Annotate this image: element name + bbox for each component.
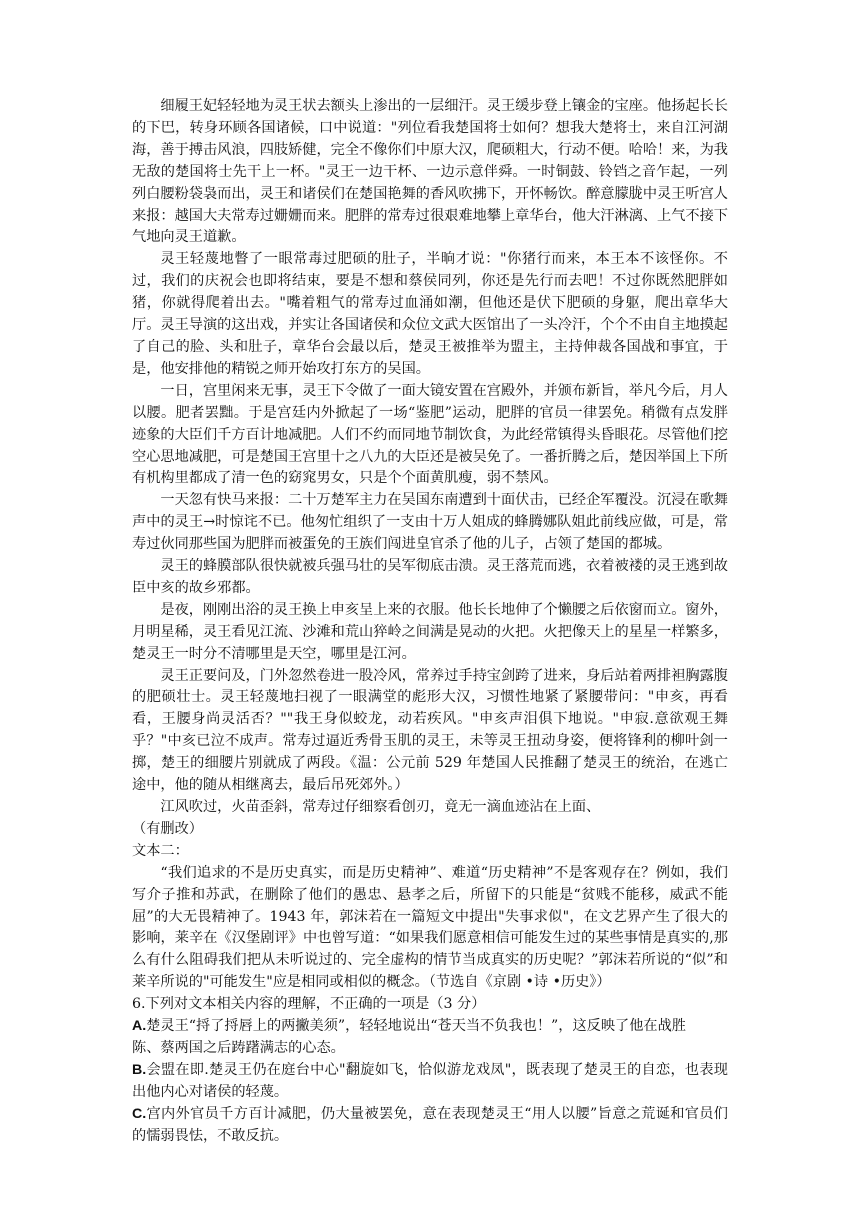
text1-paragraph-6: 是夜，刚刚出浴的灵王换上申亥呈上来的衣服。他长长地伸了个懒腰之后依窗而立。窗外，月明星稀，灵王看见江流、沙滩和荒山猝岭之间满是晃动的火把。火把像天上的星星一样繁多，楚灵王一时分不清哪里是天空，哪里是江河。	[132, 601, 728, 662]
text1-paragraph-5: 灵王的蜂膜部队很快就被兵强马壮的吴军彻底击溃。灵王落荒而逃，衣着被褛的灵王逃到故臣中亥的故乡邪都。	[132, 558, 728, 596]
option-a-text-1: 楚灵王“捋了捋唇上的两撇美须”，轻轻地说出“苍天当不负我也！”，这反映了他在战胜	[146, 1018, 686, 1035]
question-stem: 6.下列对文本相关内容的理解，不正确的一项是（3 分）	[132, 996, 486, 1013]
option-a-label: A.	[132, 1018, 147, 1035]
text2-paragraph: “我们追求的不是历史真实，而是历史精神”、难道“历史精神”不是客观存在？例如，我们写介子推和苏武，在删除了他们的愚忠、悬孝之后，所留下的只能是“贫贱不能移，威武不能屈”的大无畏精神了。1943 年，郭沫若在一篇短文中提出"失事求似"，在文艺界产生了很大的影响，莱辛在《汉堡剧评》中也曾写道：“如果我们愿意相信可能发生过的某些事情是真实的,那么有什么阻碍我们把从未听说过的、完全虚构的情节当成真实的历史呢？”郭沫若所说的“似”和莱辛所说的"可能发生"应是相同或相似的概念。（节选自《京剧 •诗 •历史》）	[132, 864, 728, 991]
text1-paragraph-2: 灵王轻蔑地瞥了一眼常毒过肥硕的肚子，半晌才说："你猪行而来，本王本不该怪你。不过，我们的庆祝会也即将结束，要是不想和蔡侯同列，你还是先行而去吧！不过你既然肥胖如猪，你就得爬着出去。"嘴着粗气的常寿过血涌如潮，但他还是伏下肥硕的身躯，爬出章华大厅。灵王导演的这出戏，并实让各国诸侯和众位文武大医馆出了一头冷汗，个个不由自主地摸起了自己的脸、头和肚子，章华台会最以后，楚灵王被推举为盟主，主持伸裁各国战和事宜，于是，他安排他的精锐之师开始攻打东方的吴国。	[132, 251, 728, 377]
text1-body	[132, 96, 728, 841]
text2-body	[132, 841, 728, 994]
document-page	[132, 96, 728, 1148]
option-b	[132, 1060, 728, 1104]
option-a-continuation: 陈、蔡两国之后踌躇满志的心态。	[132, 1039, 345, 1056]
text1-paragraph-3: 一日，宫里闲来无事，灵王下令做了一面大镜安置在宫殿外，并颁布新旨，举凡今后，月人以腰。肥者罢黜。于是宫廷内外掀起了一场“鉴肥”运动，肥胖的官员一律罢免。稍微有点发胖迹象的大臣们千方百计地减肥。人们不约而同地节制饮食，为此经常镇得头昏眼花。尽管他们挖空心思地减肥，可是楚国王宫里十之八九的大臣还是被吴免了。一番折腾之后，楚因举国上下所有机构里都成了清一色的窈窕男女，只是个个面黄肌瘦，弱不禁风。	[132, 382, 728, 487]
text1-paragraph-8: 江风吹过，火苗歪斜，常寿过仔细察看创刃，竟无一滴血迹沾在上面、	[160, 799, 601, 815]
text1-paragraph-4: 一天忽有快马来报：二十万楚军主力在吴国东南遭到十面伏击，已经企军覆没。沉浸在歌舞声中的灵王→时惊诧不已。他匆忙组织了一支由十万人姐成的蜂腾娜队姐此前线应做，可是，常寿过伙同那些国为肥胖而被蛋免的王族们闯进皇官杀了他的儿子，占领了楚国的都城。	[132, 492, 728, 553]
text1-paragraph-1: 细履王妃轻轻地为灵王状去额头上渗出的一层细汗。灵王缓步登上镶金的宝座。他扬起长长的下巴，转身环顾各国诸候，口中说道："列位看我楚国将士如何？想我大楚将士，来自江河湖海，善于搏击风浪，四肢矫健，完全不像你们中原大汉，爬硕粗大，行动不便。哈哈！来，为我无敌的楚国将士先干上一杯。"灵王一边干杯、一边示意伴舜。一时铜鼓、铃铛之音乍起，一列列白腰粉袋袅而出，灵王和诸侯们在楚国艳舞的香风吹拂下，开怀畅饮。醉意朦胧中灵王听宫人来报：越国大夫常寿过姗姗而来。肥胖的常寿过很艰难地攀上章华台，他大汗淋漓、上气不接下气地向灵王道歉。	[132, 98, 728, 246]
option-c-text: 宫内外官员千方百计减肥，仍大量被罢免，意在表现楚灵王“用人以腰”旨意之荒诞和官员们的懦弱畏怯，不敢反抗。	[132, 1105, 728, 1144]
text1-note: （有删改）	[132, 820, 203, 837]
text1-paragraph-7: 灵王正要问及，门外忽然卷进一股冷风，常养过手持宝剑跨了进来，身后站着两排袒胸露腹的肥硕壮士。灵王轻蔑地扫视了一眼满堂的彪形大汉，习惯性地紧了紧腰带问："申亥，再看看，王腰身尚灵活否？""我王身似蛟龙，动若疾风。"申亥声泪俱下地说。"申寂.意欲观王舞乎？"中亥已泣不成声。常寿过逼近秀骨玉肌的灵王，未等灵王扭动身姿，便将锋利的柳叶剑一掷，楚王的细腰片别就成了两段。《温：公元前 529 年楚国人民推翻了楚灵王的统治，在逃亡途中，他的随从相继离去，最后吊死郊外。）	[132, 667, 728, 794]
option-c-label: C.	[132, 1105, 147, 1122]
option-a	[132, 1016, 728, 1038]
option-b-text: 会盟在即.楚灵王仍在庭台中心"翻旋如飞，恰似游龙戏凤"，既表现了楚灵王的自恋，也表现出他内心对诸侯的轻蔑。	[132, 1061, 728, 1100]
text2-heading: 文本二：	[132, 842, 189, 859]
option-b-label: B.	[132, 1061, 147, 1078]
option-c	[132, 1104, 728, 1148]
question-6	[132, 994, 728, 1147]
